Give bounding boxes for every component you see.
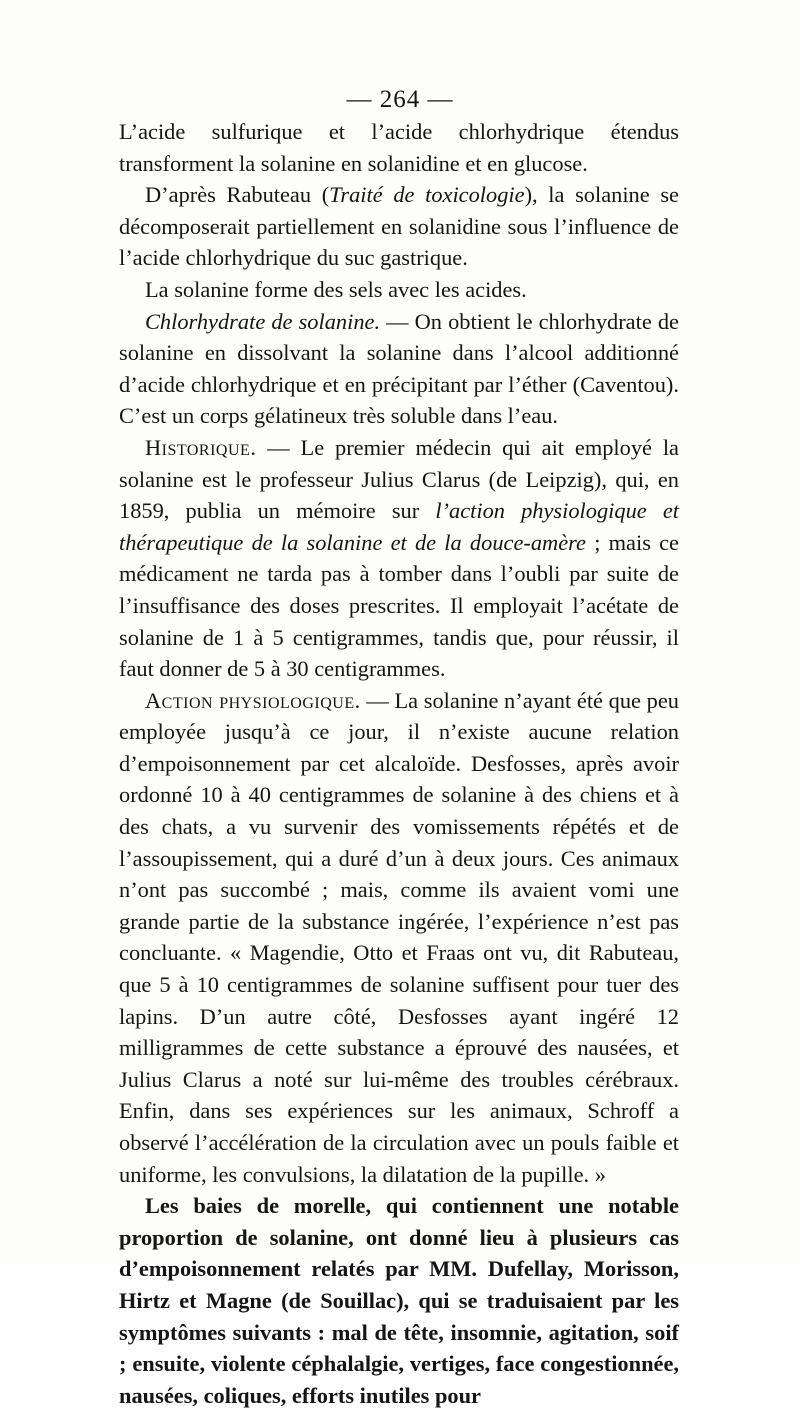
paragraph-text: — Le premier médecin qui ait employé la solanine est le professeur Julius Clarus (de Leipzig), qui, en 1859, publia un mémoire sur bbox=[119, 434, 679, 524]
paragraph-chlorhydrate bbox=[119, 306, 679, 432]
section-heading-historique: Historique. bbox=[145, 434, 257, 460]
paragraph-historique bbox=[119, 432, 679, 685]
page-number: — 264 — bbox=[346, 86, 454, 113]
paragraph-rabuteau bbox=[119, 179, 679, 274]
paragraph-text: — La solanine n’ayant été que peu employée jusqu’à ce jour, il n’existe aucune relation d’empoisonnement par cet alcaloïde. Desfosses, après avoir ordonné 10 à 40 centigrammes de solanine à des chiens et à des chats, a vu survenir des vomissements répétés et de l’assoupissement, qui a duré d’un à deux jours. Ces animaux n’ont pas succombé ; mais, comme ils avaient vomi une grande partie de la substance ingérée, l’expérience n’est pas concluante. « Magendie, Otto et Fraas ont vu, dit Rabuteau, que 5 à 10 centigrammes de solanine suffisent pour tuer des lapins. D’un autre côté, Desfosses ayant ingéré 12 milligrammes de cette substance a éprouvé des nausées, et Julius Clarus a noté sur lui-même des troubles cérébraux. Enfin, dans ses expériences sur les animaux, Schroff a observé l’accélération de la circulation avec un pouls faible et uniforme, les convulsions, la dilatation de la pupille. » bbox=[119, 687, 679, 1187]
paragraph-baies-morelle bbox=[119, 1190, 679, 1411]
paragraph-text: L’acide sulfurique et l’acide chlorhydrique étendus transforment la solanine en solanidine et en glucose. bbox=[119, 119, 679, 176]
paragraph-text: D’après Rabuteau ( bbox=[145, 182, 330, 208]
paragraph-text: La solanine forme des sels avec les acides. bbox=[145, 276, 527, 302]
paragraph-action-physiologique bbox=[119, 685, 679, 1191]
book-title-reference: Traité de toxicologie bbox=[329, 182, 525, 208]
section-heading-action-physiologique: Action physiologique. bbox=[145, 687, 361, 713]
memoir-title-reference: l’action physiologique et thérapeutique de la solanine et de la douce-amère bbox=[119, 498, 680, 555]
section-heading-chlorhydrate: Chlorhydrate de solanine. bbox=[145, 308, 381, 334]
paragraph-salts bbox=[119, 274, 679, 306]
paragraph-text: ; mais ce médicament ne tarda pas à tomber dans l’oubli par suite de l’insuffisance des doses prescrites. Il employait l’acétate de solanine de 1 à 5 centigrammes, tandis que, pour réussir, il faut donner de 5 à 30 centigrammes. bbox=[119, 529, 679, 682]
paragraph-acid-transformation bbox=[119, 116, 679, 179]
paragraph-text: — On obtient le chlorhydrate de solanine en dissolvant la solanine dans l’alcool additionné d’acide chlorhydrique et en précipitant par l’éther (Caventou). C’est un corps gélatineux très soluble dans l’eau. bbox=[119, 308, 679, 429]
paragraph-text: Les baies de morelle, qui contiennent une notable proportion de solanine, ont donné lieu à plusieurs cas d’empoisonnement relatés par MM. Dufellay, Morisson, Hirtz et Magne (de Souillac), qui se traduisaient par les symptômes suivants : mal de tête, insomnie, agitation, soif ; ensuite, violente céphalalgie, vertiges, face congestionnée, nausées, coliques, efforts inutiles pour bbox=[119, 1193, 679, 1408]
paragraph-text: ), la solanine se décomposerait partiellement en solanidine sous l’influence de l’acide chlorhydrique du suc gastrique. bbox=[119, 182, 679, 271]
body-text bbox=[119, 116, 679, 1411]
